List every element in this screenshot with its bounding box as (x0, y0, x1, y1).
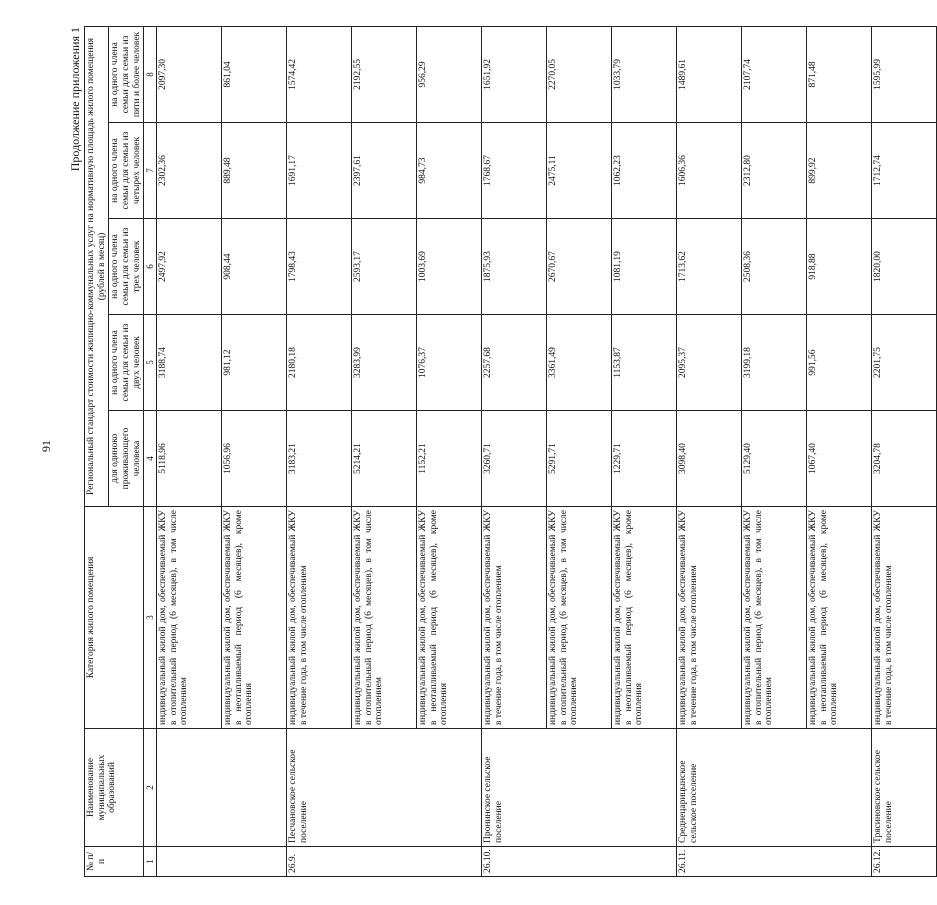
cost-value: 1489,61 (677, 26, 742, 122)
appendix-title: Продолжение приложения 1 (68, 27, 82, 172)
cost-value: 2180,18 (287, 315, 352, 411)
cost-value: 1606,36 (677, 123, 742, 219)
housing-category: индивидуальный жилой дом, обеспечиваемый ЖКУ в отопительный период (6 месяцев), в том числе отоплением (352, 507, 417, 729)
column-number: 8 (144, 26, 157, 122)
cost-value: 5129,40 (742, 411, 807, 507)
cost-value: 1081,19 (612, 219, 677, 315)
cost-value: 5291,71 (547, 411, 612, 507)
cost-value: 2095,37 (677, 315, 742, 411)
cost-value: 984,73 (417, 123, 482, 219)
municipality-name: Пронинское сельское поселение (482, 729, 677, 847)
cost-value: 1076,37 (417, 315, 482, 411)
cost-value: 2257,68 (482, 315, 547, 411)
cost-value: 2270,05 (547, 26, 612, 122)
column-number: 2 (144, 729, 157, 847)
cost-value: 1033,79 (612, 26, 677, 122)
housing-category: индивидуальный жилой дом, обеспечиваемый ЖКУ в неотапливаемый период (6 месяцев), кроме отопления (417, 507, 482, 729)
row-number (157, 847, 287, 877)
municipality-name (157, 729, 287, 847)
cost-value: 3283,99 (352, 315, 417, 411)
cost-value: 3204,78 (872, 411, 937, 507)
cost-value: 3188,74 (157, 315, 222, 411)
cost-value: 2475,11 (547, 123, 612, 219)
cost-value: 1062,23 (612, 123, 677, 219)
cost-value: 1691,17 (287, 123, 352, 219)
column-number: 7 (144, 123, 157, 219)
column-number: 5 (144, 315, 157, 411)
cost-value: 3183,21 (287, 411, 352, 507)
cost-value: 1820,00 (872, 219, 937, 315)
housing-category: индивидуальный жилой дом, обеспечиваемый ЖКУ в неотапливаемый период (6 месяцев), кроме отопления (807, 507, 872, 729)
cost-value: 2302,36 (157, 123, 222, 219)
cost-value: 1574,42 (287, 26, 352, 122)
row-number: 26.9. (287, 847, 482, 877)
table-row (287, 26, 352, 876)
table-row (872, 26, 937, 876)
cost-value: 1651,92 (482, 26, 547, 122)
cost-value: 3199,18 (742, 315, 807, 411)
column-number: 1 (144, 847, 157, 877)
housing-category: индивидуальный жилой дом, обеспечиваемый ЖКУ в неотапливаемый период (6 месяцев), кроме отопления (612, 507, 677, 729)
municipality-name: Среднецарицынское сельское поселение (677, 729, 872, 847)
cost-value: 2497,92 (157, 219, 222, 315)
housing-category: индивидуальный жилой дом, обеспечиваемый ЖКУ в течение года, в том числе отоплением (287, 507, 352, 729)
table-row (482, 26, 547, 876)
housing-category: индивидуальный жилой дом, обеспечиваемый ЖКУ в течение года, в том числе отоплением (482, 507, 547, 729)
cost-value: 2397,61 (352, 123, 417, 219)
cost-value: 1712,74 (872, 123, 937, 219)
header-col-three: на одного члена семьи для семьи из трех человек (109, 219, 144, 315)
header-col-single: для одиноко проживающего человека (109, 411, 144, 507)
cost-value: 956,29 (417, 26, 482, 122)
cost-value: 991,56 (807, 315, 872, 411)
cost-value: 1713,62 (677, 219, 742, 315)
column-number-row (144, 26, 157, 876)
column-number: 6 (144, 219, 157, 315)
header-standard: Региональный стандарт стоимости жилищно-коммунальных услуг на нормативную площадь жилого помещения (рублей в месяц) (85, 26, 109, 506)
municipality-name: Песчановское сельское поселение (287, 729, 482, 847)
cost-value: 2192,55 (352, 26, 417, 122)
cost-value: 1152,21 (417, 411, 482, 507)
cost-value: 861,04 (222, 26, 287, 122)
page-number: 91 (39, 440, 53, 452)
header-no: № п/п (85, 847, 144, 877)
cost-value: 1768,67 (482, 123, 547, 219)
cost-value: 908,44 (222, 219, 287, 315)
cost-value: 2107,74 (742, 26, 807, 122)
cost-value: 3361,49 (547, 315, 612, 411)
housing-category: индивидуальный жилой дом, обеспечиваемый ЖКУ в течение года, в том числе отоплением (872, 507, 937, 729)
header-row-top (85, 26, 109, 876)
cost-value: 981,12 (222, 315, 287, 411)
cost-value: 1056,96 (222, 411, 287, 507)
housing-category: индивидуальный жилой дом, обеспечиваемый ЖКУ в неотапливаемый период (6 месяцев), кроме отопления (222, 507, 287, 729)
cost-value: 3098,40 (677, 411, 742, 507)
table-row (677, 26, 742, 876)
cost-value: 5214,21 (352, 411, 417, 507)
header-col-two: на одного члена семьи для семьи из двух человек (109, 315, 144, 411)
housing-category: индивидуальный жилой дом, обеспечиваемый ЖКУ в течение года, в том числе отоплением (677, 507, 742, 729)
row-number: 26.12. (872, 847, 937, 877)
cost-value: 1003,69 (417, 219, 482, 315)
column-number: 3 (144, 507, 157, 729)
cost-value: 3260,71 (482, 411, 547, 507)
cost-value: 2097,30 (157, 26, 222, 122)
cost-value: 899,92 (807, 123, 872, 219)
cost-value: 5118,96 (157, 411, 222, 507)
cost-value: 889,48 (222, 123, 287, 219)
cost-value: 1875,93 (482, 219, 547, 315)
column-number: 4 (144, 411, 157, 507)
cost-value: 2201,75 (872, 315, 937, 411)
header-col-five: на одного члена семьи для семьи из пяти и более человек (109, 26, 144, 122)
cost-value: 2670,67 (547, 219, 612, 315)
cost-value: 1595,99 (872, 26, 937, 122)
row-number: 26.11. (677, 847, 872, 877)
header-col-four: на одного члена семьи для семьи из четырех человек (109, 123, 144, 219)
cost-value: 1153,87 (612, 315, 677, 411)
cost-value: 1229,71 (612, 411, 677, 507)
municipality-name: Трясиновское сельское поселение (872, 729, 937, 847)
rotated-page-content (68, 27, 894, 877)
cost-value: 2312,80 (742, 123, 807, 219)
housing-category: индивидуальный жилой дом, обеспечиваемый ЖКУ в отопительный период (6 месяцев), в том числе отоплением (547, 507, 612, 729)
header-name: Наименование муниципальных образований (85, 729, 144, 847)
cost-value: 1798,43 (287, 219, 352, 315)
cost-value: 918,88 (807, 219, 872, 315)
housing-category: индивидуальный жилой дом, обеспечиваемый ЖКУ в отопительный период (6 месяцев), в том числе отоплением (742, 507, 807, 729)
table-row (157, 26, 222, 876)
cost-value: 2593,17 (352, 219, 417, 315)
housing-category: индивидуальный жилой дом, обеспечиваемый ЖКУ в отопительный период (6 месяцев), в том числе отоплением (157, 507, 222, 729)
cost-value: 1067,40 (807, 411, 872, 507)
header-category: Категория жилого помещения (85, 507, 144, 729)
cost-value: 2508,36 (742, 219, 807, 315)
row-number: 26.10. (482, 847, 677, 877)
housing-cost-standard-table (84, 26, 937, 877)
cost-value: 871,48 (807, 26, 872, 122)
